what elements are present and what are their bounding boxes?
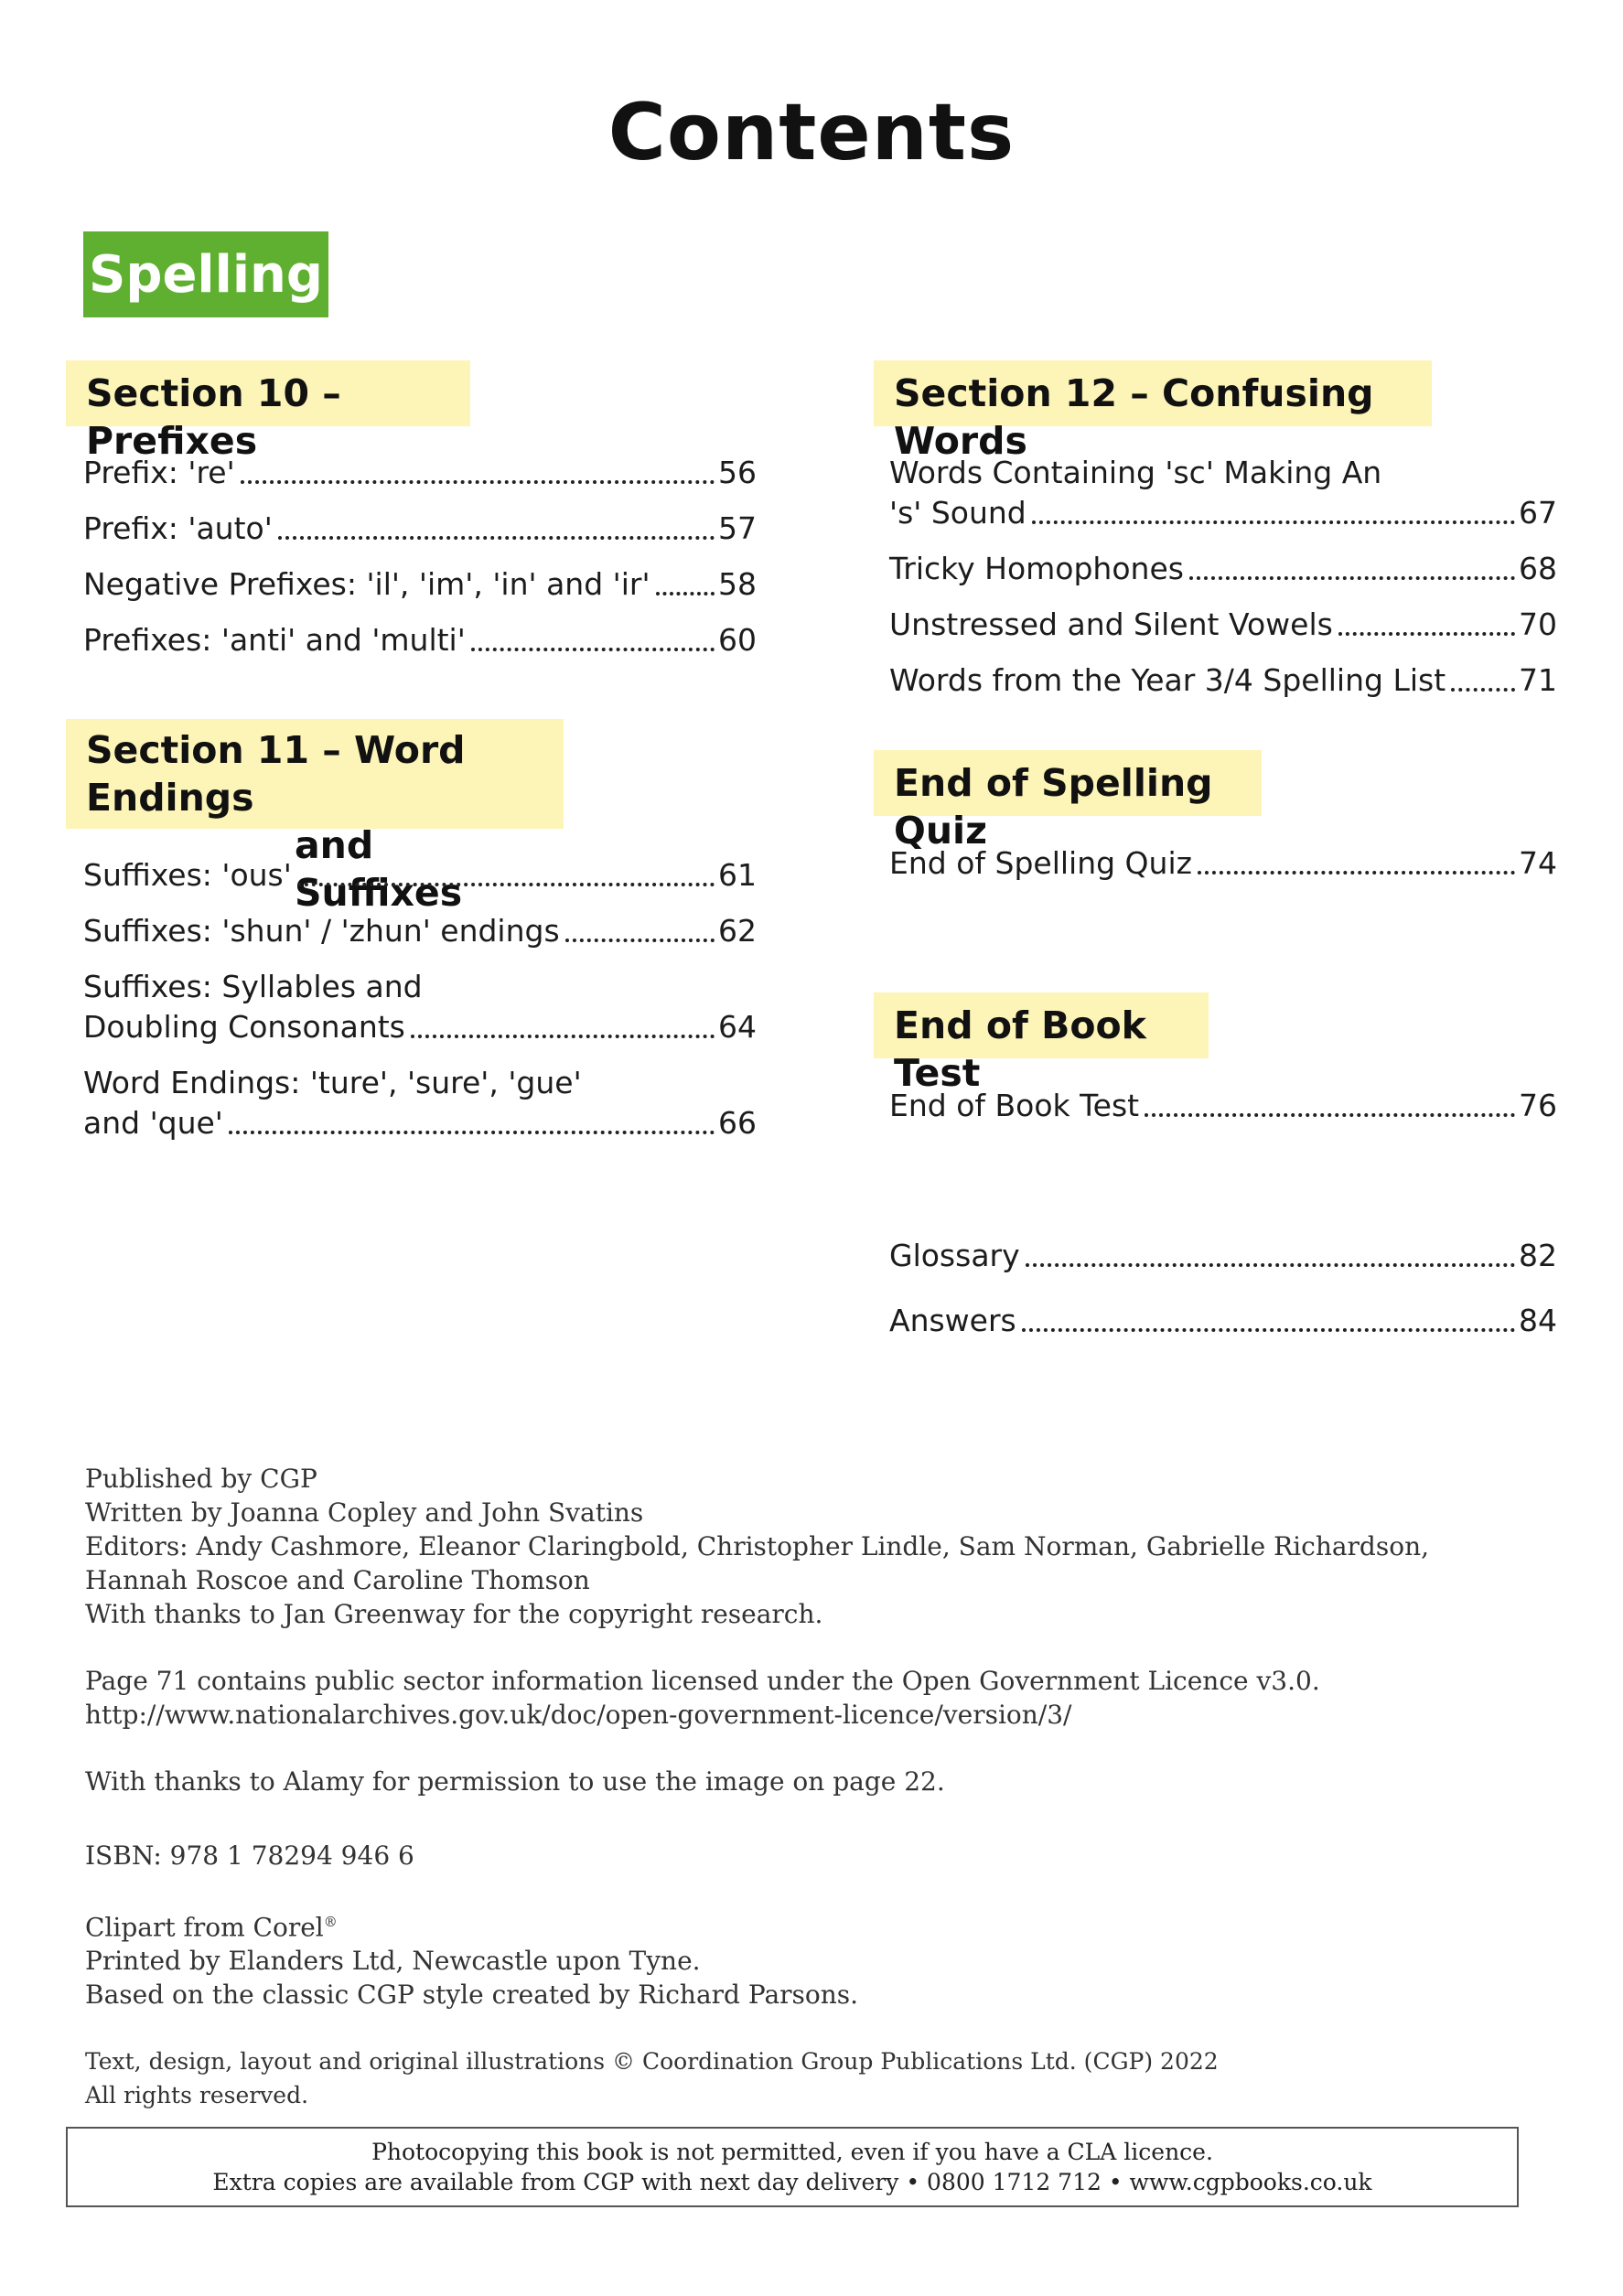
toc-entry-title: Prefixes: 'anti' and 'multi' (83, 622, 466, 658)
toc-entry-page: 82 (1519, 1238, 1557, 1273)
clipart-line (85, 1905, 1457, 1944)
notice-line-1: Photocopying this book is not permitted, even if you have a CLA licence. (371, 2139, 1213, 2165)
section-heading-text: End of Book Test (894, 1003, 1146, 1095)
toc-entry-page: 71 (1519, 662, 1557, 698)
toc-entry[interactable] (889, 605, 1557, 645)
toc-entry-page: 74 (1519, 845, 1557, 881)
credit-line: Published by CGP (85, 1464, 317, 1494)
section-10-heading (66, 360, 470, 463)
toc-entry[interactable] (83, 1063, 757, 1143)
toc-entry-page: 62 (718, 913, 757, 949)
leader-dots (1198, 871, 1515, 874)
toc-entry-title: Suffixes: 'ous' (83, 857, 292, 893)
toc-entry[interactable] (83, 967, 757, 1047)
toc-entry-title: Unstressed and Silent Vowels (889, 606, 1333, 642)
leader-dots (1032, 520, 1515, 524)
toc-entry-page: 66 (718, 1105, 757, 1141)
leader-dots (1145, 1113, 1515, 1117)
printer-line: Printed by Elanders Ltd, Newcastle upon Tyne. (85, 1946, 701, 1977)
section-12-heading (874, 360, 1432, 463)
toc-entry-title: and 'que' (83, 1105, 223, 1141)
thanks-line: With thanks to Alamy for permission to use the image on page 22. (85, 1766, 945, 1797)
clipart-text: Clipart from Corel (85, 1912, 324, 1943)
toc-entry[interactable] (83, 564, 757, 605)
toc-entry-title: Prefix: 're' (83, 455, 235, 490)
toc-entry[interactable] (83, 620, 757, 660)
toc-entry-title-line1: Word Endings: 'ture', 'sure', 'gue' (83, 1065, 582, 1100)
leader-dots (241, 480, 715, 484)
end-of-spelling-quiz-entries (889, 843, 1557, 884)
isbn: ISBN: 978 1 78294 946 6 (85, 1840, 414, 1871)
licence-url[interactable]: http://www.nationalarchives.gov.uk/doc/open-government-licence/version/3/ (85, 1700, 1072, 1730)
section-12-entries (889, 453, 1557, 701)
credit-line: Editors: Andy Cashmore, Eleanor Claringbold, Christopher Lindle, Sam Norman, Gabrielle Richardson, (85, 1531, 1430, 1561)
toc-entry[interactable] (83, 855, 757, 896)
leader-dots (1338, 632, 1515, 636)
toc-entry-title: Words from the Year 3/4 Spelling List (889, 662, 1446, 698)
leader-dots (565, 939, 715, 942)
page-title: Contents (607, 87, 1016, 178)
leader-dots (1022, 1328, 1515, 1332)
leader-dots (656, 592, 715, 595)
photocopy-notice-box (66, 2127, 1519, 2207)
credit-line: Hannah Roscoe and Caroline Thomson (85, 1565, 590, 1595)
toc-entry[interactable] (83, 509, 757, 549)
toc-entry-title-line1: Suffixes: Syllables and (83, 969, 423, 1004)
toc-entry[interactable] (889, 660, 1557, 701)
toc-entry[interactable] (83, 911, 757, 951)
end-of-spelling-quiz-heading (874, 750, 1262, 853)
leader-dots (1026, 1263, 1515, 1267)
toc-entry[interactable] (889, 843, 1557, 884)
toc-entry-title-line1: Words Containing 'sc' Making An (889, 455, 1382, 490)
leader-dots (1451, 688, 1515, 692)
section-10-entries (83, 453, 757, 660)
style-line: Based on the classic CGP style created by Richard Parsons. (85, 1979, 859, 2011)
section-heading-text: Section 12 – Confusing Words (894, 371, 1374, 463)
toc-entry-title: End of Book Test (889, 1088, 1140, 1123)
copyright-line: Text, design, layout and original illustrations © Coordination Group Publications Ltd. (CGP) 2022 (85, 2048, 1219, 2076)
leader-dots (1189, 576, 1515, 580)
licence-line: Page 71 contains public sector information licensed under the Open Government Licence v3.0. (85, 1666, 1320, 1696)
toc-entry-page: 60 (718, 622, 757, 658)
toc-entry[interactable] (889, 1086, 1557, 1126)
toc-entry-title: End of Spelling Quiz (889, 845, 1192, 881)
toc-entry-page: 61 (718, 857, 757, 893)
toc-entry-page: 68 (1519, 551, 1557, 586)
publication-credits (85, 1462, 1457, 2112)
leader-dots (278, 536, 715, 540)
toc-entry-title: Prefix: 'auto' (83, 510, 273, 546)
registered-mark: ® (323, 1914, 338, 1930)
toc-entry[interactable] (889, 549, 1557, 589)
section-heading-text: Section 11 – Word Endings (86, 728, 466, 820)
end-of-book-test-entries (889, 1086, 1557, 1126)
leader-dots (297, 883, 715, 886)
leader-dots (229, 1131, 715, 1134)
toc-entry-page: 67 (1519, 495, 1557, 531)
toc-entry[interactable] (83, 453, 757, 493)
section-11-entries (83, 855, 757, 1143)
toc-entry[interactable] (889, 1301, 1557, 1341)
back-matter-entries (889, 1236, 1557, 1341)
leader-dots (471, 648, 715, 651)
toc-entry-title: Glossary (889, 1238, 1020, 1273)
rights-line: All rights reserved. (85, 2082, 309, 2109)
toc-entry-title: 's' Sound (889, 495, 1026, 531)
section-heading-text: Section 10 – Prefixes (86, 371, 341, 463)
toc-entry[interactable] (889, 1236, 1557, 1276)
credit-line: With thanks to Jan Greenway for the copyright research. (85, 1599, 823, 1629)
toc-entry-page: 84 (1519, 1303, 1557, 1338)
toc-entry-page: 70 (1519, 606, 1557, 642)
notice-line-2: Extra copies are available from CGP with next day delivery • 0800 1712 712 • www.cgpbooks.co.uk (212, 2169, 1372, 2195)
toc-entry-title: Negative Prefixes: 'il', 'im', 'in' and 'ir' (83, 566, 650, 602)
section-heading-text: End of Spelling Quiz (894, 761, 1213, 853)
toc-entry-page: 57 (718, 510, 757, 546)
credit-line: Written by Joanna Copley and John Svatins (85, 1497, 644, 1528)
toc-entry-page: 64 (718, 1009, 757, 1045)
toc-entry-page: 56 (718, 455, 757, 490)
toc-entry-title: Suffixes: 'shun' / 'zhun' endings (83, 913, 560, 949)
toc-entry-title: Tricky Homophones (889, 551, 1184, 586)
leader-dots (411, 1035, 715, 1038)
toc-entry-page: 76 (1519, 1088, 1557, 1123)
toc-entry-page: 58 (718, 566, 757, 602)
toc-entry[interactable] (889, 453, 1557, 533)
category-tag: Spelling (83, 231, 328, 317)
toc-entry-title: Answers (889, 1303, 1016, 1338)
section-heading-text-line2: and Suffixes (295, 823, 463, 915)
end-of-book-test-heading (874, 992, 1209, 1095)
toc-entry-title: Doubling Consonants (83, 1009, 405, 1045)
